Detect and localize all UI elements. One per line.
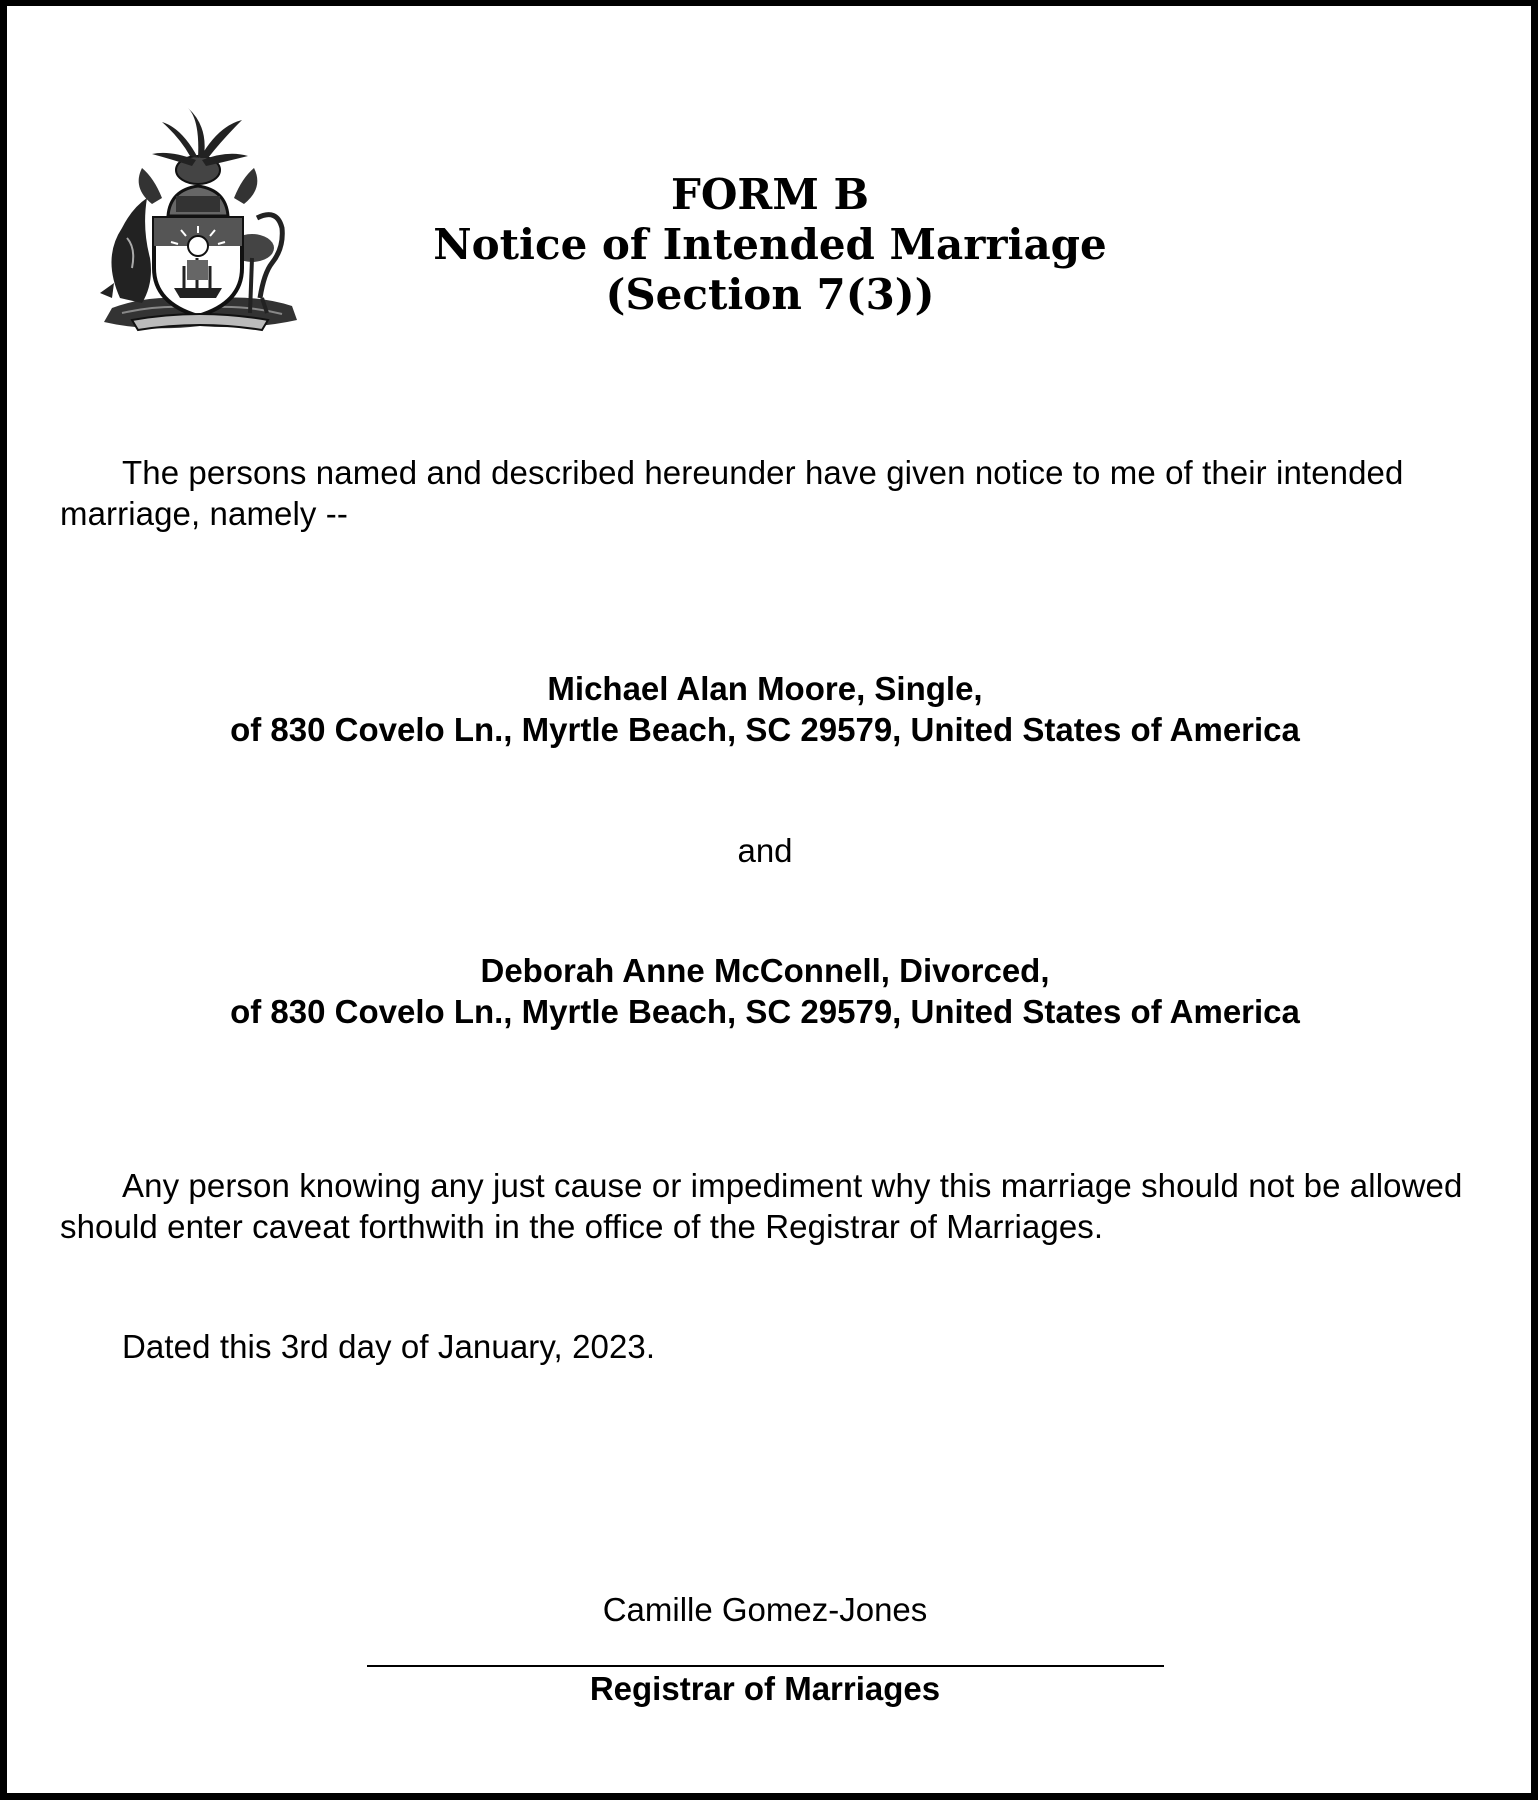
signatory-title: Registrar of Marriages: [589, 1670, 941, 1707]
form-header: [380, 170, 1160, 320]
party-1-name: Michael Alan Moore, Single,: [547, 670, 983, 707]
party-1-address: of 830 Covelo Ln., Myrtle Beach, SC 29579, United States of America: [230, 711, 1300, 748]
party-2-address: of 830 Covelo Ln., Myrtle Beach, SC 29579, United States of America: [230, 993, 1300, 1030]
signature-line: [367, 1665, 1164, 1667]
intro-paragraph: The persons named and described hereunder have given notice to me of their intended marriage, namely --: [60, 454, 1404, 532]
party-2-name: Deborah Anne McConnell, Divorced,: [480, 952, 1050, 989]
party-1: [60, 668, 1470, 750]
dated-line: Dated this 3rd day of January, 2023.: [122, 1328, 656, 1365]
party-2: [60, 950, 1470, 1032]
form-title: Notice of Intended Marriage: [433, 220, 1107, 269]
form-section: (Section 7(3)): [605, 270, 935, 319]
caveat-paragraph: Any person knowing any just cause or impediment why this marriage should not be allowed should enter caveat forthwith in the office of the Registrar of Marriages.: [60, 1167, 1463, 1245]
signatory-name: Camille Gomez-Jones: [602, 1591, 928, 1628]
coat-of-arms-icon: [92, 108, 308, 338]
conjunction: and: [737, 832, 793, 869]
form-label: FORM B: [671, 170, 869, 219]
